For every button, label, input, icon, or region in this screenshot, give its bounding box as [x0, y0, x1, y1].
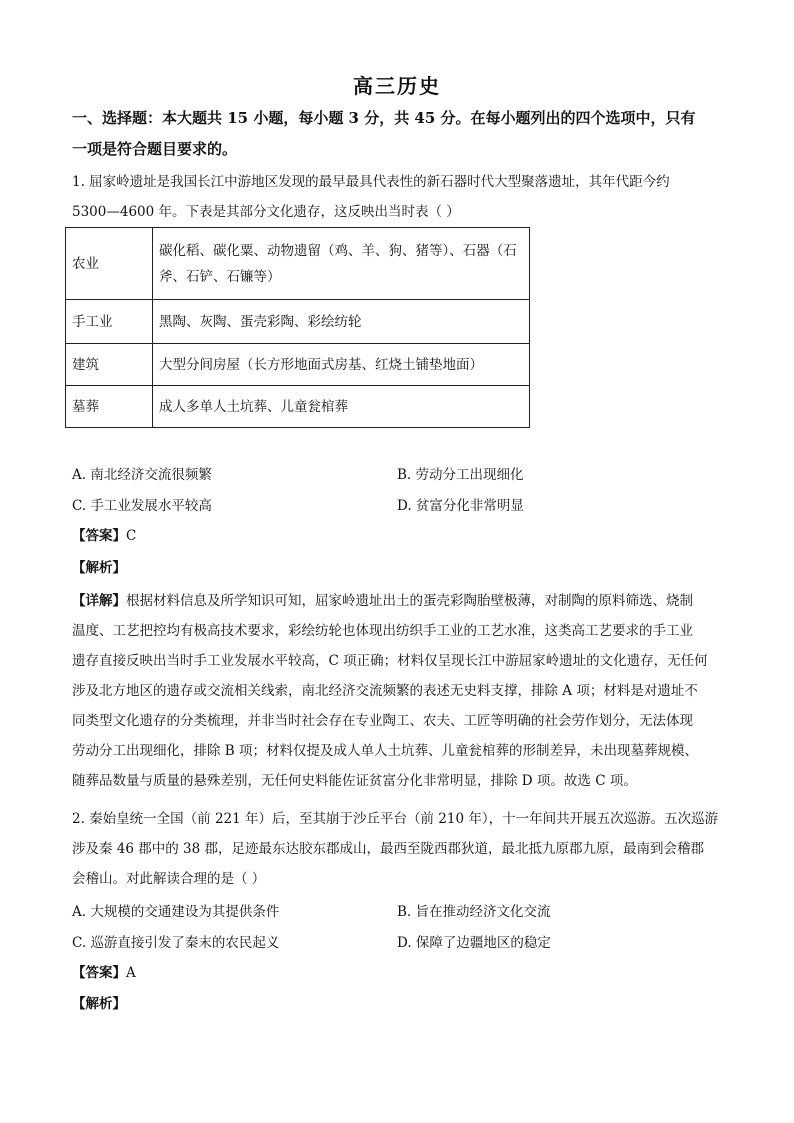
q1-detail-line4: 涉及北方地区的遗存或交流相关线索，南北经济交流频繁的表述无史料支撑，排除 A 项；材料是对遗址不 — [72, 683, 698, 699]
answer-value: A — [126, 965, 136, 981]
q1-option-a: A. 南北经济交流很频繁 — [72, 467, 212, 483]
q2-stem-line2: 涉及秦 46 郡中的 38 郡，足迹最东达胶东郡成山，最西至陇西郡狄道，最北抵九原郡九原，最南到会稽郡 — [72, 841, 705, 857]
q1-option-b: B. 劳动分工出现细化 — [397, 467, 524, 483]
section-heading-line1: 一、选择题：本大题共 15 小题，每小题 3 分，共 45 分。在每小题列出的四个选项中，只有 — [72, 109, 696, 127]
q1-answer — [72, 525, 136, 547]
table-row — [66, 300, 530, 344]
q2-stem-line1: 2. 秦始皇统一全国（前 221 年）后，至其崩于沙丘平台（前 210 年），十一年间共开展五次巡游。五次巡游 — [72, 811, 719, 827]
analysis-label: 【解析】 — [72, 996, 126, 1012]
table-row — [66, 344, 530, 386]
table-cell-category: 建筑 — [66, 344, 153, 386]
q1-stem-line1: 1. 屈家岭遗址是我国长江中游地区发现的最早最具代表性的新石器时代大型聚落遗址，其年代距今约 — [72, 174, 670, 190]
detail-text: 根据材料信息及所学知识可知，屈家岭遗址出土的蛋壳彩陶胎壁极薄，对制陶的原料筛选、烧制 — [126, 593, 693, 609]
table-cell-category: 农业 — [66, 228, 153, 300]
answer-label: 【答案】 — [72, 965, 126, 981]
table-cell-content: 成人多单人土坑葬、儿童瓮棺葬 — [153, 386, 530, 428]
q1-detail-line5: 同类型文化遗存的分类梳理，并非当时社会存在专业陶工、农夫、工匠等明确的社会劳作划分，无法体现 — [72, 713, 693, 729]
q2-option-c: C. 巡游直接引发了秦末的农民起义 — [72, 935, 280, 951]
q1-detail-line2: 温度、工艺把控均有极高技术要求，彩绘纺轮也体现出纺织手工业的工艺水准，这类高工艺要求的手工业 — [72, 623, 693, 639]
table-cell-category: 墓葬 — [66, 386, 153, 428]
q2-option-a: A. 大规模的交通建设为其提供条件 — [72, 904, 280, 920]
q1-detail-line6: 劳动分工出现细化，排除 B 项；材料仅提及成人单人土坑葬、儿童瓮棺葬的形制差异，未出现墓葬规模、 — [72, 743, 699, 759]
table-cell-content: 碳化稻、碳化粟、动物遗留（鸡、羊、狗、猪等）、石器（石斧、石铲、石镰等） — [153, 228, 530, 300]
q1-analysis-label — [72, 557, 126, 579]
q1-option-d: D. 贫富分化非常明显 — [397, 498, 524, 514]
section-heading-line2: 一项是符合题目要求的。 — [72, 140, 238, 158]
answer-label: 【答案】 — [72, 528, 126, 544]
q1-detail-line1 — [72, 586, 724, 616]
table-cell-content: 大型分间房屋（长方形地面式房基、红烧土铺垫地面） — [153, 344, 530, 386]
analysis-label: 【解析】 — [72, 560, 126, 576]
table-cell-category: 手工业 — [66, 300, 153, 344]
q2-option-b: B. 旨在推动经济文化交流 — [397, 904, 551, 920]
q1-stem-line2: 5300—4600 年。下表是其部分文化遗存，这反映出当时表（ ） — [72, 204, 460, 220]
table-row — [66, 228, 530, 300]
table-cell-content: 黑陶、灰陶、蛋壳彩陶、彩绘纺轮 — [153, 300, 530, 344]
q1-relic-table — [65, 227, 530, 428]
detail-label: 【详解】 — [72, 593, 126, 609]
q1-detail-line7: 随葬品数量与质量的悬殊差别，无任何史料能佐证贫富分化非常明显，排除 D 项。故选 C 项。 — [72, 773, 637, 789]
q1-option-c: C. 手工业发展水平较高 — [72, 498, 212, 514]
q2-analysis-label — [72, 993, 126, 1015]
q2-stem-line3: 会稽山。对此解读合理的是（ ） — [72, 871, 266, 887]
q2-answer — [72, 962, 136, 984]
answer-value: C — [126, 528, 137, 544]
q1-detail-line3: 遗存直接反映出当时手工业发展水平较高，C 项正确；材料仅呈现长江中游屈家岭遗址的文化遗存，无任何 — [72, 653, 708, 669]
page-title: 高三历史 — [353, 74, 441, 98]
q2-option-d: D. 保障了边疆地区的稳定 — [397, 935, 551, 951]
table-row — [66, 386, 530, 428]
